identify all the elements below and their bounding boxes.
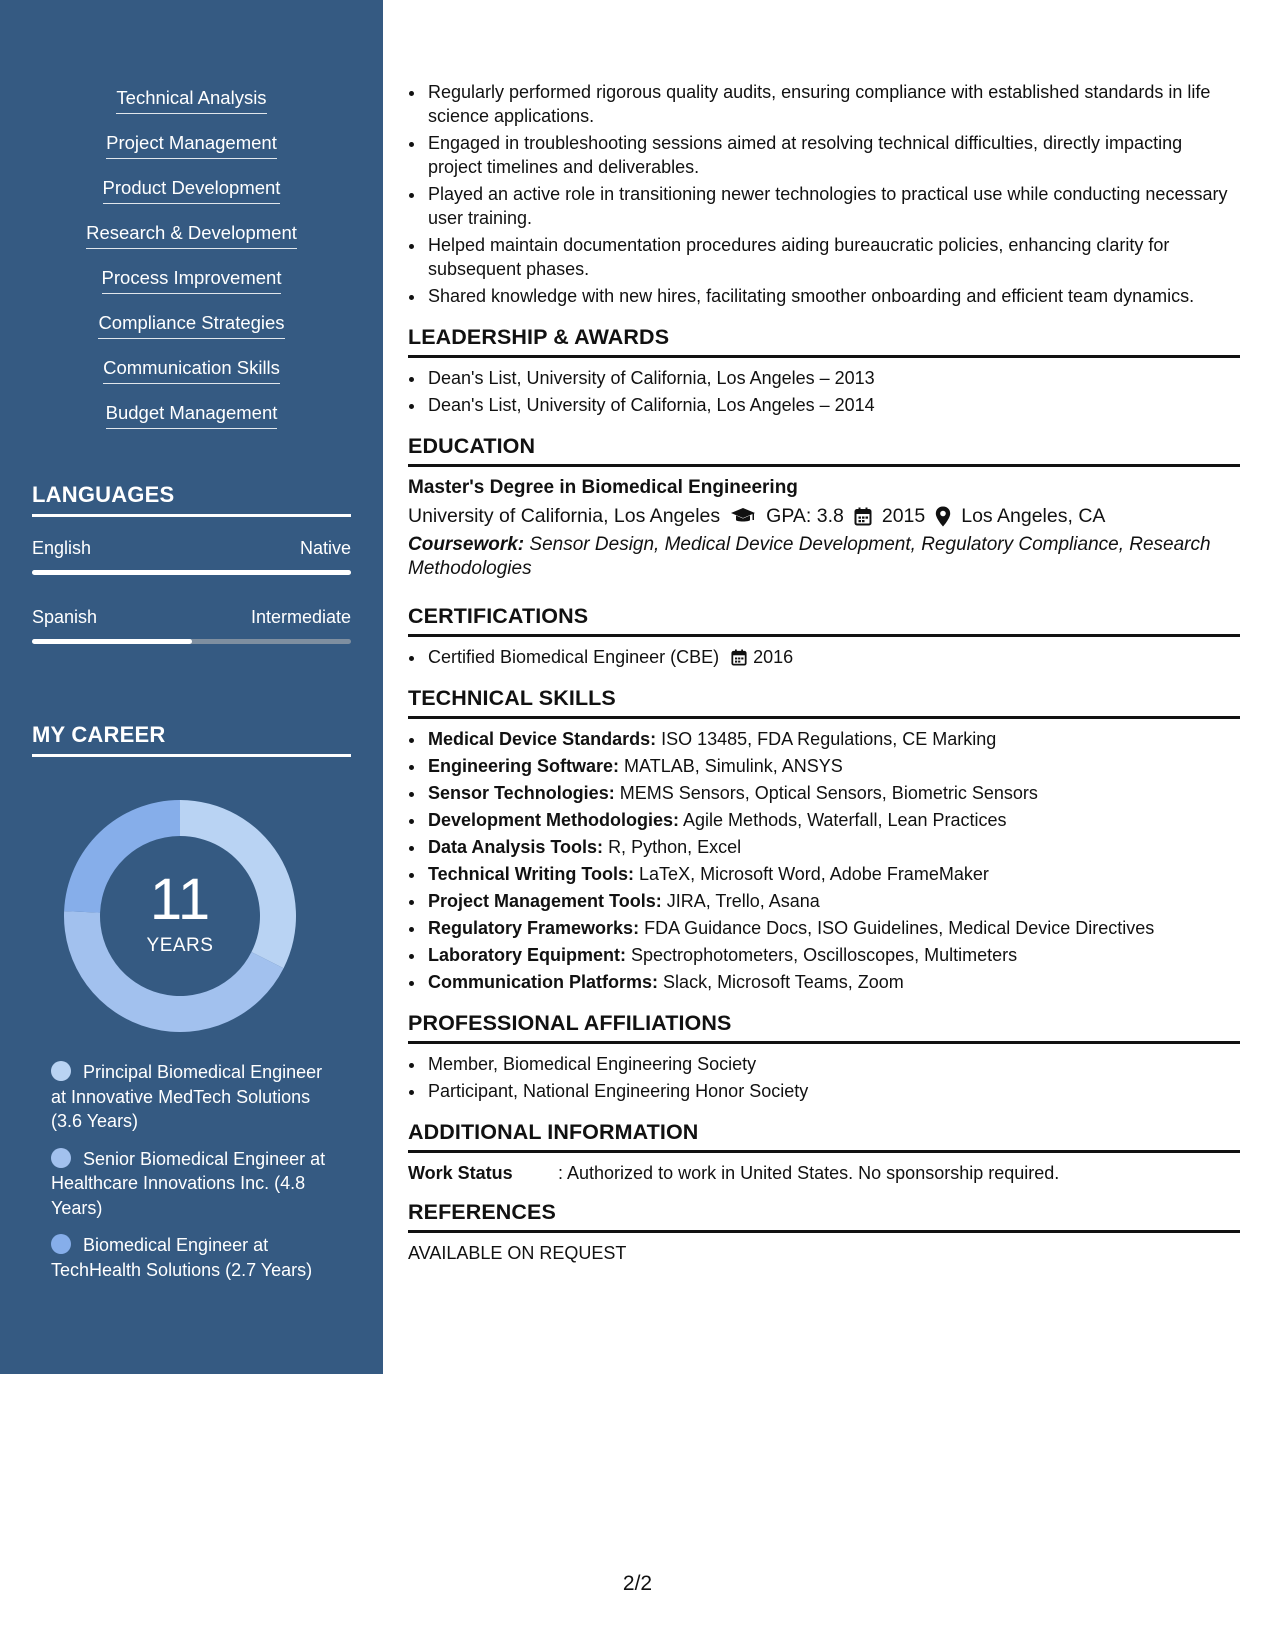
affiliation-item: • Participant, National Engineering Honor Society xyxy=(426,1079,1240,1103)
career-legend-item: Biomedical Engineer at TechHealth Solutions (2.7 Years) xyxy=(51,1235,313,1280)
page-number: 2/2 xyxy=(622,1572,653,1595)
technical-skill-item: • Medical Device Standards: ISO 13485, FDA Regulations, CE Marking xyxy=(426,727,1240,751)
skill-item: Project Management xyxy=(0,131,383,176)
calendar-icon xyxy=(854,507,872,526)
career-donut-svg xyxy=(64,800,296,1032)
language-level: Intermediate xyxy=(250,607,351,627)
skill-item: Compliance Strategies xyxy=(0,311,383,356)
location-pin-icon xyxy=(935,506,951,527)
work-status-row xyxy=(408,1161,1240,1185)
education-heading: EDUCATION xyxy=(408,433,1240,467)
leadership-list xyxy=(408,366,1240,417)
donut-slice-1 xyxy=(64,911,284,1032)
sidebar xyxy=(0,0,383,1374)
legend-dot-icon xyxy=(51,1061,71,1081)
skill-item: Budget Management xyxy=(0,401,383,446)
leadership-heading: LEADERSHIP & AWARDS xyxy=(408,324,1240,358)
certifications-heading: CERTIFICATIONS xyxy=(408,603,1240,637)
skill-item: Communication Skills xyxy=(0,356,383,401)
graduation-year: 2015 xyxy=(881,505,926,527)
technical-skills-heading: TECHNICAL SKILLS xyxy=(408,685,1240,719)
legend-dot-icon xyxy=(51,1148,71,1168)
graduation-cap-icon xyxy=(730,507,756,525)
skills-list xyxy=(0,86,383,446)
certification-year: 2016 xyxy=(753,647,794,667)
career-donut-chart xyxy=(64,800,296,1032)
technical-skill-item: • Regulatory Frameworks: FDA Guidance Docs, ISO Guidelines, Medical Device Directives xyxy=(426,916,1240,940)
coursework xyxy=(408,533,1240,581)
experience-bullet: • Engaged in troubleshooting sessions aimed at resolving technical difficulties, directly impacting project timelines and deliverables. xyxy=(426,131,1240,179)
experience-bullet: • Regularly performed rigorous quality audits, ensuring compliance with established standards in life science applications. xyxy=(426,80,1240,128)
career-total-years: 11 xyxy=(149,867,211,932)
language-name: Spanish xyxy=(32,607,98,627)
languages-heading: LANGUAGES xyxy=(32,482,351,517)
gpa: GPA: 3.8 xyxy=(766,505,844,527)
language-bar-fill xyxy=(32,570,351,575)
technical-skill-item: • Engineering Software: MATLAB, Simulink, ANSYS xyxy=(426,754,1240,778)
additional-info-heading: ADDITIONAL INFORMATION xyxy=(408,1119,1240,1153)
skill-item: Technical Analysis xyxy=(0,86,383,131)
coursework-text: Sensor Design, Medical Device Development, Regulatory Compliance, Research Methodologies xyxy=(408,534,1211,579)
donut-slice-0 xyxy=(180,800,296,968)
references-text: AVAILABLE ON REQUEST xyxy=(408,1243,627,1263)
career-heading: MY CAREER xyxy=(32,722,351,757)
language-bar-spanish xyxy=(32,639,351,644)
affiliations-list xyxy=(408,1052,1240,1103)
certification-item xyxy=(426,645,1240,669)
certification-name: • Certified Biomedical Engineer (CBE) xyxy=(428,647,720,667)
technical-skill-item: • Communication Platforms: Slack, Microsoft Teams, Zoom xyxy=(426,970,1240,994)
language-name: English xyxy=(32,538,92,558)
career-legend-item: Senior Biomedical Engineer at Healthcare Innovations Inc. (4.8 Years) xyxy=(51,1148,326,1218)
calendar-icon xyxy=(731,649,747,666)
coursework-label: Coursework: xyxy=(408,534,525,555)
leadership-item: • Dean's List, University of California, Los Angeles – 2014 xyxy=(426,393,1240,417)
skill-item: Research & Development xyxy=(0,221,383,266)
legend-dot-icon xyxy=(51,1234,71,1254)
donut-slice-2 xyxy=(64,800,180,913)
technical-skill-item: • Project Management Tools: JIRA, Trello, Asana xyxy=(426,889,1240,913)
technical-skill-item: • Development Methodologies: Agile Methods, Waterfall, Lean Practices xyxy=(426,808,1240,832)
technical-skill-item: • Data Analysis Tools: R, Python, Excel xyxy=(426,835,1240,859)
career-years-label: YEARS xyxy=(146,935,214,956)
work-status-label: Work Status xyxy=(408,1163,513,1183)
affiliation-item: • Member, Biomedical Engineering Society xyxy=(426,1052,1240,1076)
work-status-value: : Authorized to work in United States. No sponsorship required. xyxy=(558,1163,1060,1183)
leadership-item: • Dean's List, University of California, Los Angeles – 2013 xyxy=(426,366,1240,390)
technical-skills-list xyxy=(408,727,1240,994)
experience-bullets xyxy=(408,80,1240,308)
experience-bullet: • Shared knowledge with new hires, facilitating smoother onboarding and efficient team dynamics. xyxy=(426,284,1240,308)
affiliations-heading: PROFESSIONAL AFFILIATIONS xyxy=(408,1010,1240,1044)
certifications-list xyxy=(408,645,1240,669)
technical-skill-item: • Laboratory Equipment: Spectrophotometers, Oscilloscopes, Multimeters xyxy=(426,943,1240,967)
skill-item: Product Development xyxy=(0,176,383,221)
technical-skill-item: • Sensor Technologies: MEMS Sensors, Optical Sensors, Biometric Sensors xyxy=(426,781,1240,805)
technical-skill-item: • Technical Writing Tools: LaTeX, Microsoft Word, Adobe FrameMaker xyxy=(426,862,1240,886)
school-name: University of California, Los Angeles xyxy=(408,505,721,527)
language-bar-fill xyxy=(32,639,192,644)
experience-bullet: • Played an active role in transitioning newer technologies to practical use while conducting necessary user training. xyxy=(426,182,1240,230)
degree-title: Master's Degree in Biomedical Engineering xyxy=(408,477,798,498)
main-content xyxy=(408,80,1240,1265)
skill-item: Process Improvement xyxy=(0,266,383,311)
language-bar-english xyxy=(32,570,351,575)
career-legend-item: Principal Biomedical Engineer at Innovative MedTech Solutions (3.6 Years) xyxy=(51,1062,323,1131)
career-legend xyxy=(51,1060,341,1295)
school-location: Los Angeles, CA xyxy=(961,505,1106,527)
experience-bullet: • Helped maintain documentation procedures aiding bureaucratic policies, enhancing clarity for subsequent phases. xyxy=(426,233,1240,281)
language-level: Native xyxy=(299,538,351,558)
references-heading: REFERENCES xyxy=(408,1199,1240,1233)
education-details xyxy=(408,501,1240,531)
